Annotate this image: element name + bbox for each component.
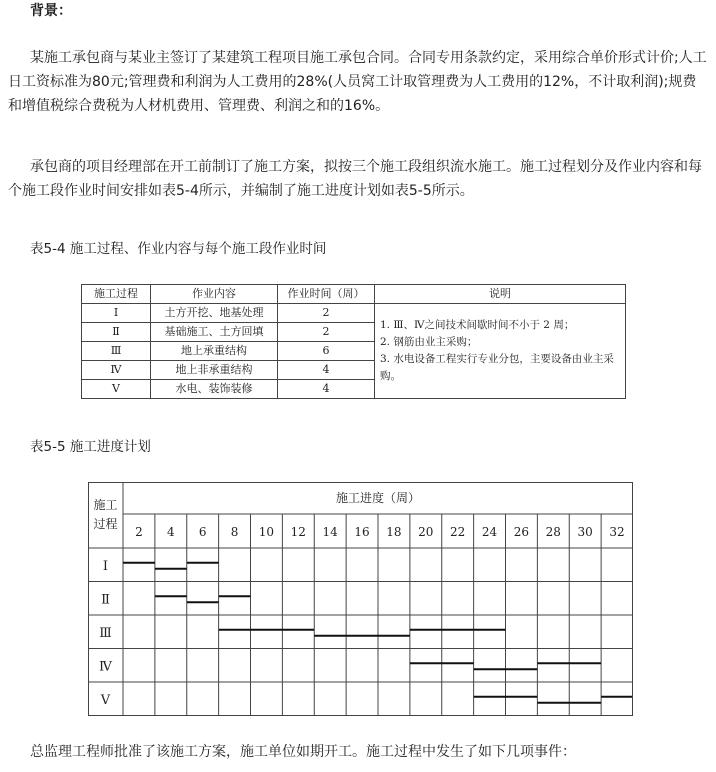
- header-content: 作业内容: [151, 285, 278, 304]
- week-label: 24: [481, 525, 498, 539]
- process-label: Ⅱ: [101, 592, 110, 608]
- week-label: 16: [354, 525, 370, 539]
- week-label: 2: [135, 525, 143, 539]
- cell-content: 地上承重结构: [151, 342, 278, 361]
- week-label: 10: [258, 525, 275, 539]
- cell-content: 地上非承重结构: [151, 361, 278, 380]
- header-progress-label: 施工进度（周）: [335, 491, 421, 505]
- week-label: 32: [609, 525, 625, 539]
- week-label: 26: [513, 525, 530, 539]
- week-label: 28: [545, 525, 561, 539]
- table-header-row: [82, 285, 626, 304]
- cell-content: 基础施工、土方回填: [151, 323, 278, 342]
- week-label: 14: [322, 525, 338, 539]
- header-notes: 说明: [375, 285, 626, 304]
- week-label: 18: [386, 525, 402, 539]
- process-label: Ⅲ: [99, 625, 112, 641]
- header-process-label: 施工: [93, 498, 118, 512]
- header-time: 作业时间（周）: [278, 285, 375, 304]
- process-label: Ⅴ: [100, 692, 111, 708]
- week-label: 6: [198, 525, 207, 539]
- paragraph-plan: 承包商的项目经理部在开工前制订了施工方案，拟按三个施工段组织流水施工。施工过程划分及作业内容和每个施工段作业时间安排如表5-4所示，并编制了施工进度计划如表5-5所示。: [8, 159, 702, 199]
- cell-time: 4: [278, 361, 375, 380]
- week-label: 8: [230, 525, 239, 539]
- week-label: 22: [450, 525, 466, 539]
- cell-process: Ⅰ: [82, 304, 151, 323]
- cell-process: Ⅱ: [82, 323, 151, 342]
- header-process-label: 过程: [93, 517, 118, 531]
- cell-content: 土方开挖、地基处理: [151, 304, 278, 323]
- cell-time: 2: [278, 304, 375, 323]
- notes-cell: [375, 304, 626, 399]
- cell-process: Ⅲ: [82, 342, 151, 361]
- note-3: 3. 水电设备工程实行专业分包，主要设备由业主采购。: [380, 353, 614, 382]
- closing-paragraph: 总监理工程师批准了该施工方案，施工单位如期开工。施工过程中发生了如下几项事件：: [30, 744, 576, 760]
- header-process: 施工过程: [82, 285, 151, 304]
- cell-process: Ⅳ: [82, 361, 151, 380]
- cell-process: Ⅴ: [82, 380, 151, 399]
- week-label: 30: [577, 525, 593, 539]
- background-heading: 背景：: [30, 3, 72, 19]
- gantt-border: [89, 483, 633, 716]
- table55-caption: 表5-5 施工进度计划: [30, 439, 151, 455]
- note-2: 2. 钢筋由业主采购；: [380, 336, 478, 348]
- table-5-4: [81, 284, 626, 399]
- cell-time: 2: [278, 323, 375, 342]
- cell-time: 4: [278, 380, 375, 399]
- gantt-svg: [88, 482, 633, 716]
- week-label: 20: [418, 525, 434, 539]
- gantt-schedule: [88, 482, 633, 716]
- process-label: Ⅳ: [99, 659, 112, 675]
- table-row: [82, 304, 626, 323]
- cell-content: 水电、装饰装修: [151, 380, 278, 399]
- week-label: 12: [290, 525, 306, 539]
- paragraph-contract: 某施工承包商与某业主签订了某建筑工程项目施工承包合同。合同专用条款约定，采用综合单价形式计价;人工日工资标准为80元;管理费和利润为人工费用的28%(人员窝工计取管理费为人工费用的12%，不计取利润);规费和增值税综合费税为人材机费用、管理费、利润之和的16%。: [8, 50, 707, 114]
- process-label: Ⅰ: [102, 558, 109, 574]
- week-label: 4: [166, 525, 175, 539]
- note-1: 1. Ⅲ、Ⅳ之间技术间歇时间不小于 2 周；: [380, 319, 575, 331]
- table54-caption: 表5-4 施工过程、作业内容与每个施工段作业时间: [30, 241, 327, 257]
- cell-time: 6: [278, 342, 375, 361]
